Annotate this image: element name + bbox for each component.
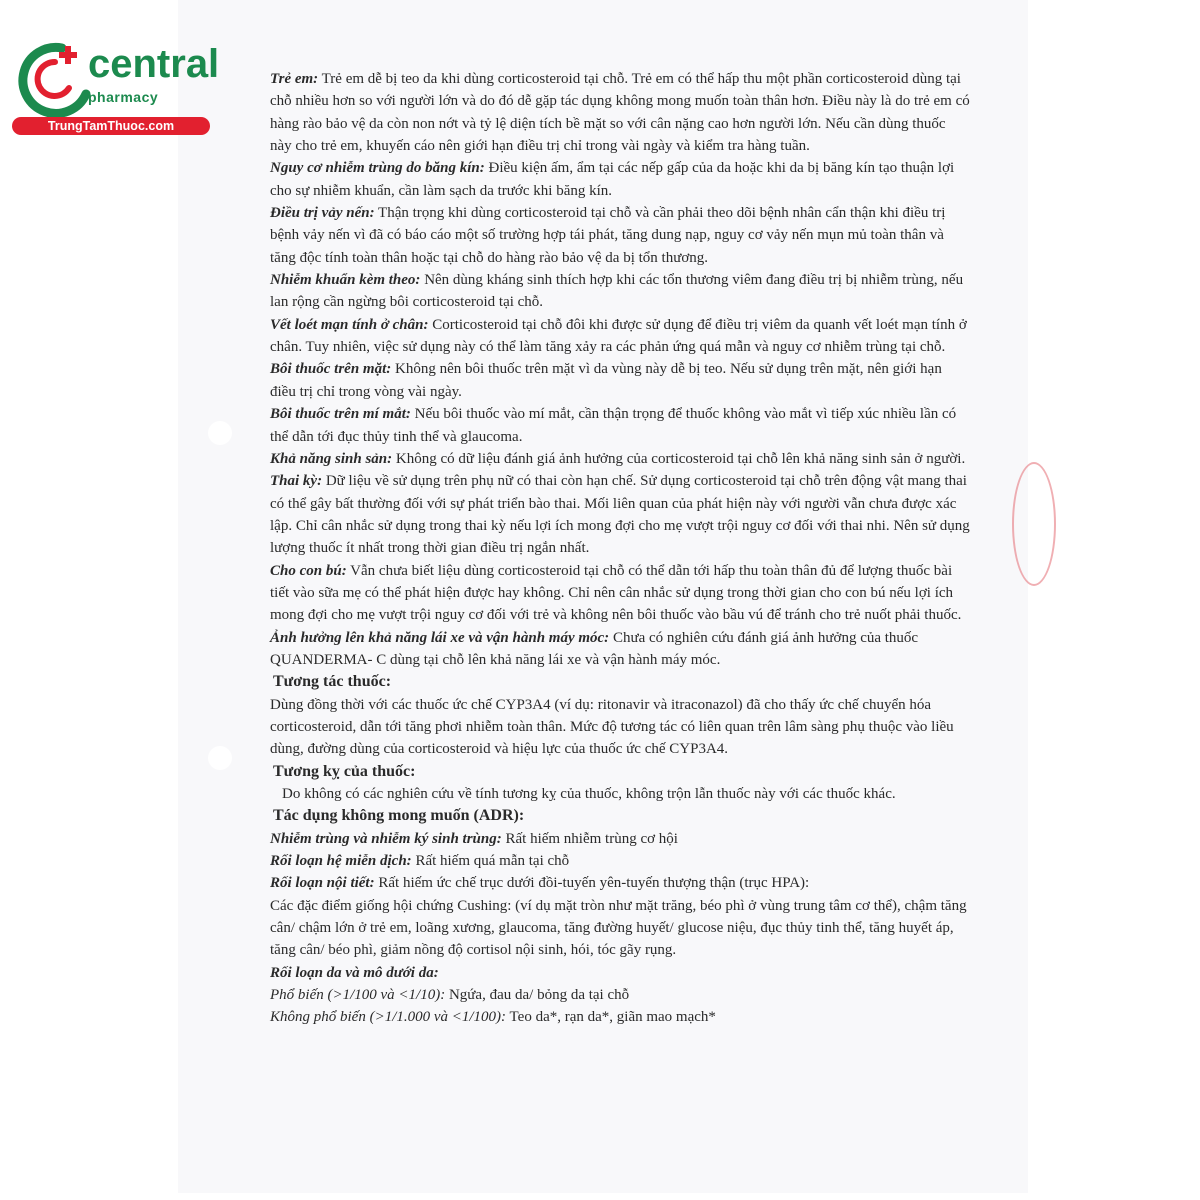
adr-heading: Tác dụng không mong muốn (ADR): xyxy=(273,807,525,825)
section-paragraph: Cho con bú: Vẫn chưa biết liệu dùng corticosteroid tại chỗ có thể dẫn tới hấp thu toàn thân đủ để lượng thuốc bài tiết vào sữa mẹ có thể phát hiện được hay không. Chỉ nên cân nhắc sử dụng trong thời gian cho con bú nếu lợi ích mong đợi cho mẹ vượt trội nguy cơ đối với trẻ và không nên bôi thuốc vào bầu vú để tránh cho trẻ nuốt phải thuốc. xyxy=(270,562,962,624)
section-paragraph: Ảnh hưởng lên khả năng lái xe và vận hành máy móc: Chưa có nghiên cứu đánh giá ảnh hưởng của thuốc QUANDERMA- C dùng tại chỗ lên khả năng lái xe và vận hành máy móc. xyxy=(270,629,919,668)
section-paragraph: Thai kỳ: Dữ liệu về sử dụng trên phụ nữ có thai còn hạn chế. Sử dụng corticosteroid tại chỗ trên động vật mang thai có thể gây bất thường đối với sự phát triển bào thai. Mối liên quan của phát hiện này với người vẫn chưa được xác lập. Chỉ cân nhắc sử dụng trong thai kỳ nếu lợi ích mong đợi cho mẹ vượt trội nguy cơ đối với thai nhi. Nên sử dụng lượng thuốc ít nhất trong thời gian điều trị ngắn nhất. xyxy=(270,473,970,557)
section-paragraph: Khả năng sinh sản: Không có dữ liệu đánh giá ảnh hưởng của corticosteroid tại chỗ lên khả năng sinh sản ở người. xyxy=(270,450,966,467)
adr-item: Rối loạn nội tiết: Rất hiếm ức chế trục dưới đồi-tuyến yên-tuyến thượng thận (trục HPA): xyxy=(270,875,810,892)
section-paragraph: Bôi thuốc trên mí mắt: Nếu bôi thuốc vào mí mắt, cần thận trọng để thuốc không vào mắt vì tiếp xúc nhiều lần có thể dẫn tới đục thủy tinh thể và glaucoma. xyxy=(270,406,957,445)
skin-item: Phổ biến (>1/100 và <1/10): Ngứa, đau da/ bỏng da tại chỗ xyxy=(270,987,630,1004)
brand-site: TrungTamThuoc.com xyxy=(12,117,210,135)
brand-name: central xyxy=(88,42,220,86)
skin-heading: Rối loạn da và mô dưới da: xyxy=(270,964,439,981)
section-paragraph: Nhiễm khuẩn kèm theo: Nên dùng kháng sinh thích hợp khi các tổn thương viêm đang điều trị bị nhiễm trùng, nếu lan rộng cần ngừng bôi corticosteroid tại chỗ. xyxy=(270,272,964,311)
interactions-heading: Tương tác thuốc: xyxy=(273,673,392,691)
section-paragraph: Nguy cơ nhiễm trùng do băng kín: Điều kiện ấm, ẩm tại các nếp gấp của da hoặc khi da bị băng kín tạo thuận lợi cho sự nhiễm khuẩn, cần làm sạch da trước khi băng kín. xyxy=(270,160,955,199)
skin-item: Không phổ biến (>1/1.000 và <1/100): Teo da*, rạn da*, giãn mao mạch* xyxy=(270,1009,716,1026)
incompatibility-text: Do không có các nghiên cứu về tính tương kỵ của thuốc, không trộn lẫn thuốc này với các thuốc khác. xyxy=(282,786,896,802)
incompatibility-heading: Tương kỵ của thuốc: xyxy=(273,762,416,780)
adr-item: Nhiễm trùng và nhiễm ký sinh trùng: Rất hiếm nhiễm trùng cơ hội xyxy=(270,830,678,847)
punch-hole xyxy=(208,746,232,770)
interactions-text: Dùng đồng thời với các thuốc ức chế CYP3A4 (ví dụ: ritonavir và itraconazol) đã cho thấy ức chế chuyển hóa corticosteroid, dẫn tới tăng phơi nhiễm toàn thân. Mức độ tương tác có liên quan trên lâm sàng phụ thuộc vào liều dùng, đường dùng của corticosteroid và hiệu lực của thuốc ức chế CYP3A4. xyxy=(270,696,954,758)
punch-hole xyxy=(208,421,232,445)
brand-subtitle: pharmacy xyxy=(88,89,159,105)
section-paragraph: Bôi thuốc trên mặt: Không nên bôi thuốc trên mặt vì da vùng này dễ bị teo. Nếu sử dụng trên mặt, nên giới hạn điều trị chỉ trong vòng vài ngày. xyxy=(270,361,942,400)
cushing-text: Các đặc điểm giống hội chứng Cushing: (ví dụ mặt tròn như mặt trăng, béo phì ở vùng trung tâm cơ thể), chậm tăng cân/ chậm lớn ở trẻ em, loãng xương, glaucoma, tăng đường huyết/ glucose niệu, đục thủy tinh thể, tăng huyết áp, tăng cân/ béo phì, giảm nồng độ cortisol nội sinh, hói, tóc gãy rụng. xyxy=(270,897,967,959)
section-paragraph: Vết loét mạn tính ở chân: Corticosteroid tại chỗ đôi khi được sử dụng để điều trị viêm da quanh vết loét mạn tính ở chân. Tuy nhiên, việc sử dụng này có thể làm tăng xảy ra các phản ứng quá mẫn và nguy cơ nhiễm trùng tại chỗ. xyxy=(270,316,967,356)
adr-item: Rối loạn hệ miễn dịch: Rất hiếm quá mẫn tại chỗ xyxy=(270,853,570,870)
section-paragraph: Điều trị vảy nến: Thận trọng khi dùng corticosteroid tại chỗ và cần phải theo dõi bệnh nhân cẩn thận khi điều trị bệnh vảy nến vì đã có báo cáo một số trường hợp tái phát, tăng dung nạp, nguy cơ vảy nến mụn mủ toàn thân và tăng độc tính toàn thân hoặc tại chỗ do hàng rào bảo vệ da bị tổn thương. xyxy=(270,205,946,266)
red-stamp xyxy=(1012,462,1056,586)
leaflet-text xyxy=(270,68,970,1029)
section-paragraph: Trẻ em: Trẻ em dễ bị teo da khi dùng corticosteroid tại chỗ. Trẻ em có thể hấp thu một phần corticosteroid dùng tại chỗ nhiều hơn so với người lớn và do đó dễ gặp tác dụng không mong muốn toàn thân hơn. Điều này là do trẻ em có hàng rào bảo vệ da còn non nớt và tỷ lệ diện tích bề mặt so với cân nặng cao hơn người lớn. Nếu cần dùng thuốc này cho trẻ em, khuyến cáo nên giới hạn điều trị chỉ trong vài ngày và kiểm tra hàng tuần. xyxy=(270,71,970,155)
